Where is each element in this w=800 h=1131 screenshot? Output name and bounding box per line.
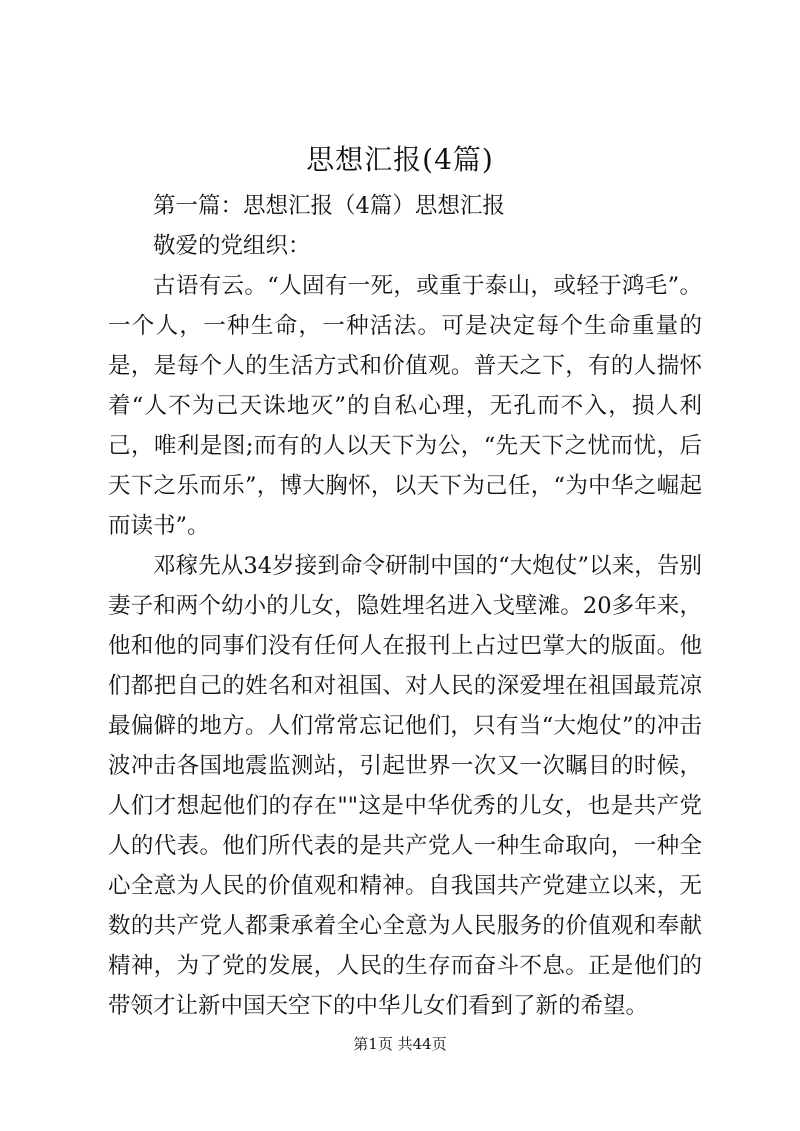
salutation: 敬爱的党组织： — [153, 233, 311, 259]
document-body — [108, 186, 702, 1026]
page-number-footer: 第1页 共44页 — [353, 1035, 447, 1053]
section-heading: 第一篇：思想汇报（4篇）思想汇报 — [153, 193, 505, 219]
body-paragraph: 邓稼先从34岁接到命令研制中国的“大炮仗”以来，告别妻子和两个幼小的儿女，隐姓埋名进入戈壁滩。20多年来，他和他的同事们没有任何人在报刊上占过巴掌大的版面。他们都把自己的姓名和对祖国、对人民的深爱埋在祖国最荒凉最偏僻的地方。人们常常忘记他们，只有当“大炮仗”的冲击波冲击各国地震监测站，引起世界一次又一次瞩目的时候，人们才想起他们的存在""这是中华优秀的儿女，也是共产党人的代表。他们所代表的是共产党人一种生命取向，一种全心全意为人民的价值观和精神。自我国共产党建立以来，无数的共产党人都秉承着全心全意为人民服务的价值观和奉献精神，为了党的发展，人民的生存而奋斗不息。正是他们的带领才让新中国天空下的中华儿女们看到了新的希望。 — [108, 553, 702, 1019]
body-paragraph: 古语有云。“人固有一死，或重于泰山，或轻于鸿毛”。一个人，一种生命，一种活法。可是决定每个生命重量的是，是每个人的生活方式和价值观。普天之下，有的人揣怀着“人不为己天诛地灭”的自私心理，无孔而不入，损人利己，唯利是图;而有的人以天下为公，“先天下之忧而忧，后天下之乐而乐”，博大胸怀，以天下为己任，“为中华之崛起而读书”。 — [108, 273, 702, 539]
document-title: 思想汇报(4篇) — [306, 143, 494, 176]
